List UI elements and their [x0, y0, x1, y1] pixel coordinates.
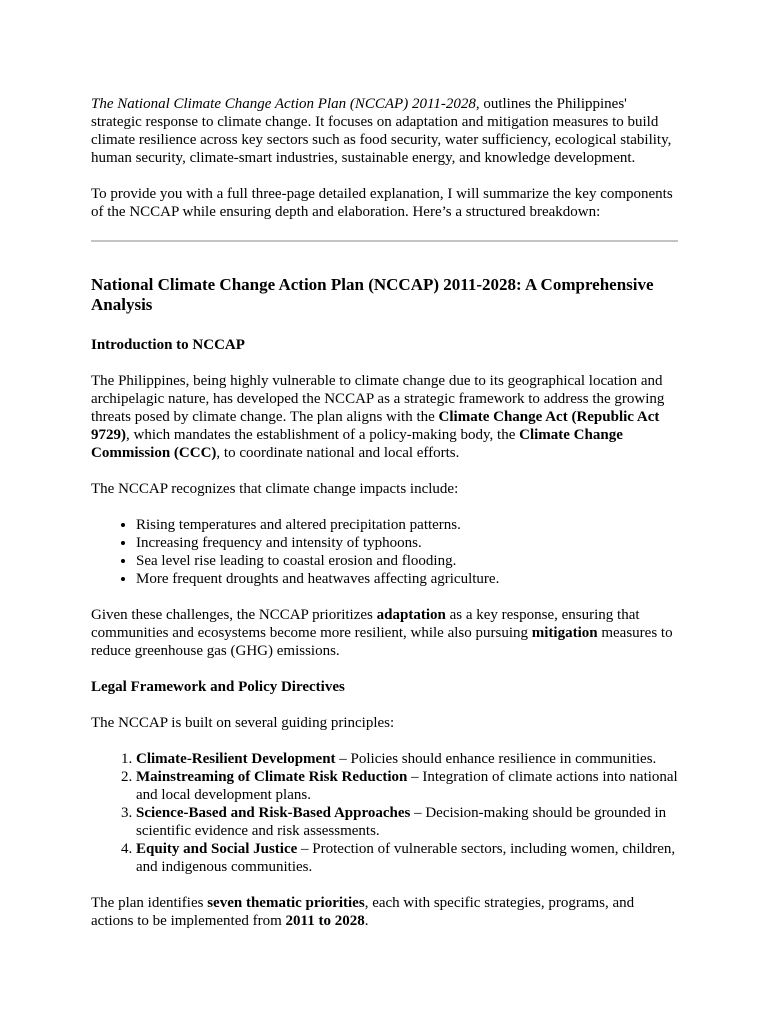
principle-desc: – Decision-making should be grounded in scientific evidence and risk assessments.	[136, 805, 667, 839]
list-item	[136, 750, 678, 768]
principle-term: Equity and Social Justice	[136, 841, 298, 857]
principles-list	[91, 750, 678, 876]
principle-term: Science-Based and Risk-Based Approaches	[136, 805, 411, 821]
principle-desc: – Policies should enhance resilience in communities.	[335, 751, 657, 767]
text-run: , which mandates the establishment of a policy-making body, the	[126, 427, 520, 443]
list-item: • Rising temperatures and altered precipitation patterns.	[136, 516, 678, 534]
legal-section-paragraph-2	[91, 894, 678, 930]
list-item	[136, 768, 678, 804]
intro-section-paragraph-2: The NCCAP recognizes that climate change impacts include:	[91, 481, 459, 497]
list-item	[136, 804, 678, 840]
intro-italic-title: The National Climate Change Action Plan (NCCAP) 2011-2028	[91, 96, 476, 112]
principle-desc: – Integration of climate actions into national and local development plans.	[136, 769, 678, 803]
list-item: • Increasing frequency and intensity of typhoons.	[136, 534, 678, 552]
list-item: • Sea level rise leading to coastal erosion and flooding.	[136, 552, 678, 570]
text-run: The plan identifies	[91, 895, 208, 911]
main-title: National Climate Change Action Plan (NCCAP) 2011-2028: A Comprehensive Analysis	[91, 275, 654, 314]
impacts-list	[91, 516, 678, 588]
principle-term: Mainstreaming of Climate Risk Reduction	[136, 769, 408, 785]
text-run: as a key response, ensuring that communities and ecosystems become more resilient, while also pursuing	[91, 607, 640, 641]
intro-section-paragraph-3	[91, 606, 678, 660]
bold-climate-change-commission: Climate Change Commission (CCC)	[91, 427, 623, 461]
list-item	[136, 840, 678, 876]
intro-paragraph-2: To provide you with a full three-page detailed explanation, I will summarize the key components of the NCCAP while ensuring depth and elaboration. Here’s a structured breakdown:	[91, 186, 673, 220]
list-item: • More frequent droughts and heatwaves affecting agriculture.	[136, 570, 678, 588]
principle-desc: – Protection of vulnerable sectors, including women, children, and indigenous communities.	[136, 841, 676, 875]
bold-date-range: 2011 to 2028	[285, 913, 365, 929]
horizontal-divider	[91, 240, 678, 242]
heading-legal-framework: Legal Framework and Policy Directives	[91, 679, 345, 695]
heading-introduction: Introduction to NCCAP	[91, 337, 245, 353]
intro-section-paragraph-1	[91, 372, 678, 462]
bold-mitigation: mitigation	[531, 625, 598, 641]
text-run: Given these challenges, the NCCAP prioritizes	[91, 607, 377, 623]
intro-paragraph-1-text: , outlines the Philippines' strategic response to climate change. It focuses on adaptation and mitigation measures to build climate resilience across key sectors such as food security, water sufficiency, ecological stability, human security, climate-smart industries, sustainable energy, and knowledge development.	[91, 96, 672, 166]
bold-adaptation: adaptation	[376, 607, 446, 623]
text-run: measures to reduce greenhouse gas (GHG) emissions.	[91, 625, 673, 659]
text-run: , each with specific strategies, programs, and actions to be implemented from	[91, 895, 635, 929]
bold-seven-thematic-priorities: seven thematic priorities	[207, 895, 365, 911]
principle-term: Climate-Resilient Development	[136, 751, 336, 767]
legal-section-paragraph-1: The NCCAP is built on several guiding principles:	[91, 715, 395, 731]
text-run: .	[364, 913, 369, 929]
intro-paragraph-1	[91, 95, 678, 167]
bold-climate-change-act: Climate Change Act (Republic Act 9729)	[91, 409, 660, 443]
text-run: , to coordinate national and local efforts.	[216, 445, 460, 461]
text-run: The Philippines, being highly vulnerable to climate change due to its geographical location and archipelagic nature, has developed the NCCAP as a strategic framework to address the growing threats posed by climate change. The plan aligns with the	[91, 373, 665, 425]
